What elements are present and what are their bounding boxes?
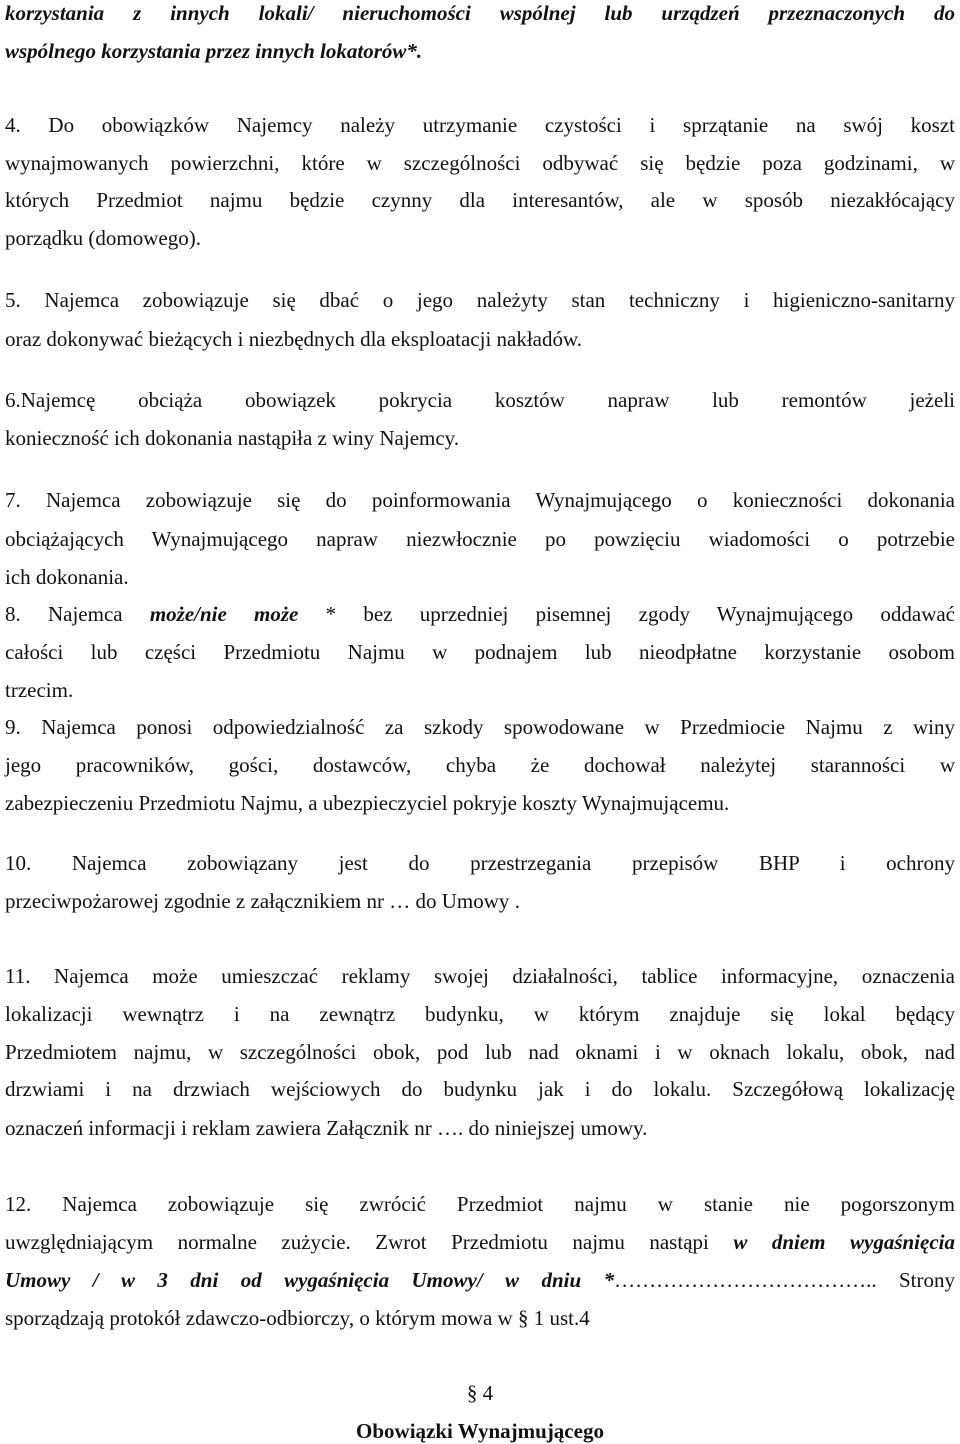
point-12-return-options-continued: Umowy / w 3 dni od wygaśnięcia Umowy/ w dniu * <box>5 1268 615 1292</box>
point-4-line-2: wynajmowanych powierzchni, które w szczególności odbywać się będzie poza godzinami, w <box>5 151 955 175</box>
point-12-line-3 <box>5 1267 955 1293</box>
point-8-line-2: całości lub części Przedmiotu Najmu w podnajem lub nieodpłatne korzystanie osobom <box>5 640 955 664</box>
point-4-line-4: porządku (domowego). <box>5 226 201 250</box>
point-6-line-1: 6.Najemcę obciąża obowiązek pokrycia kosztów napraw lub remontów jeżeli <box>5 388 955 412</box>
point-7-line-1: 7. Najemca zobowiązuje się do poinformowania Wynajmującego o konieczności dokonania <box>5 488 955 512</box>
point-4-line-1: 4. Do obowiązków Najemcy należy utrzymanie czystości i sprzątanie na swój koszt <box>5 113 955 137</box>
section-number: § 4 <box>466 1381 494 1405</box>
point-8-line-1 <box>5 601 955 627</box>
point-7-line-2: obciążających Wynajmującego napraw niezwłocznie po powzięciu wiadomości o potrzebie <box>5 527 955 551</box>
point-12-line-2 <box>5 1229 955 1255</box>
point-11-line-2: lokalizacji wewnątrz i na zewnątrz budynku, w którym znajduje się lokal będący <box>5 1002 955 1026</box>
point-8-line-1-end: * bez uprzedniej pisemnej zgody Wynajmującego oddawać <box>298 602 955 626</box>
point-6-line-2: konieczność ich dokonania nastąpiła z winy Najemcy. <box>5 426 460 450</box>
point-11-line-3: Przedmiotem najmu, w szczególności obok, pod lub nad oknami i w oknach lokalu, obok, nad <box>5 1040 955 1064</box>
point-4-line-3: których Przedmiot najmu będzie czynny dla interesantów, ale w sposób niezakłócający <box>5 188 955 212</box>
point-9-line-1: 9. Najemca ponosi odpowiedzialność za szkody spowodowane w Przedmiocie Najmu z winy <box>5 715 955 739</box>
point-12-line-3-end: ……………………………….. Strony <box>614 1268 955 1292</box>
point-9-line-3: zabezpieczeniu Przedmiotu Najmu, a ubezpieczyciel pokryje koszty Wynajmującemu. <box>5 791 730 815</box>
point-8-option-emphasis: może/nie może <box>149 602 299 626</box>
point-11-line-1: 11. Najemca może umieszczać reklamy swojej działalności, tablice informacyjne, oznaczenia <box>5 964 955 988</box>
point-12-line-4: sporządzają protokół zdawczo-odbiorczy, o którym mowa w § 1 ust.4 <box>5 1306 590 1330</box>
section-title: Obowiązki Wynajmującego <box>356 1419 604 1443</box>
point-11-line-5: oznaczeń informacji i reklam zawiera Załącznik nr …. do niniejszej umowy. <box>5 1116 648 1140</box>
point-5-line-2: oraz dokonywać bieżących i niezbędnych dla eksploatacji nakładów. <box>5 327 583 351</box>
point-12-line-2-start: uwzględniającym normalne zużycie. Zwrot Przedmiotu najmu nastąpi <box>5 1230 734 1254</box>
point-7-line-3: ich dokonania. <box>5 565 129 589</box>
intro-line-2: wspólnego korzystania przez innych lokatorów*. <box>5 39 423 63</box>
point-8-line-1-start: 8. Najemca <box>5 602 150 626</box>
point-12-return-option: w dniem wygaśnięcia <box>733 1230 955 1254</box>
point-11-line-4: drzwiami i na drzwiach wejściowych do budynku jak i do lokalu. Szczegółową lokalizację <box>5 1077 955 1101</box>
point-9-line-2: jego pracowników, gości, dostawców, chyba że dochował należytej staranności w <box>5 753 955 777</box>
point-10-line-1: 10. Najemca zobowiązany jest do przestrzegania przepisów BHP i ochrony <box>5 851 955 875</box>
point-8-line-3: trzecim. <box>5 678 74 702</box>
point-5-line-1: 5. Najemca zobowiązuje się dbać o jego należyty stan techniczny i higieniczno-sanitarny <box>5 288 955 312</box>
point-12-line-1: 12. Najemca zobowiązuje się zwrócić Przedmiot najmu w stanie nie pogorszonym <box>5 1192 955 1216</box>
point-10-line-2: przeciwpożarowej zgodnie z załącznikiem nr … do Umowy . <box>5 889 520 913</box>
intro-line-1: korzystania z innych lokali/ nieruchomości wspólnej lub urządzeń przeznaczonych do <box>5 1 955 25</box>
